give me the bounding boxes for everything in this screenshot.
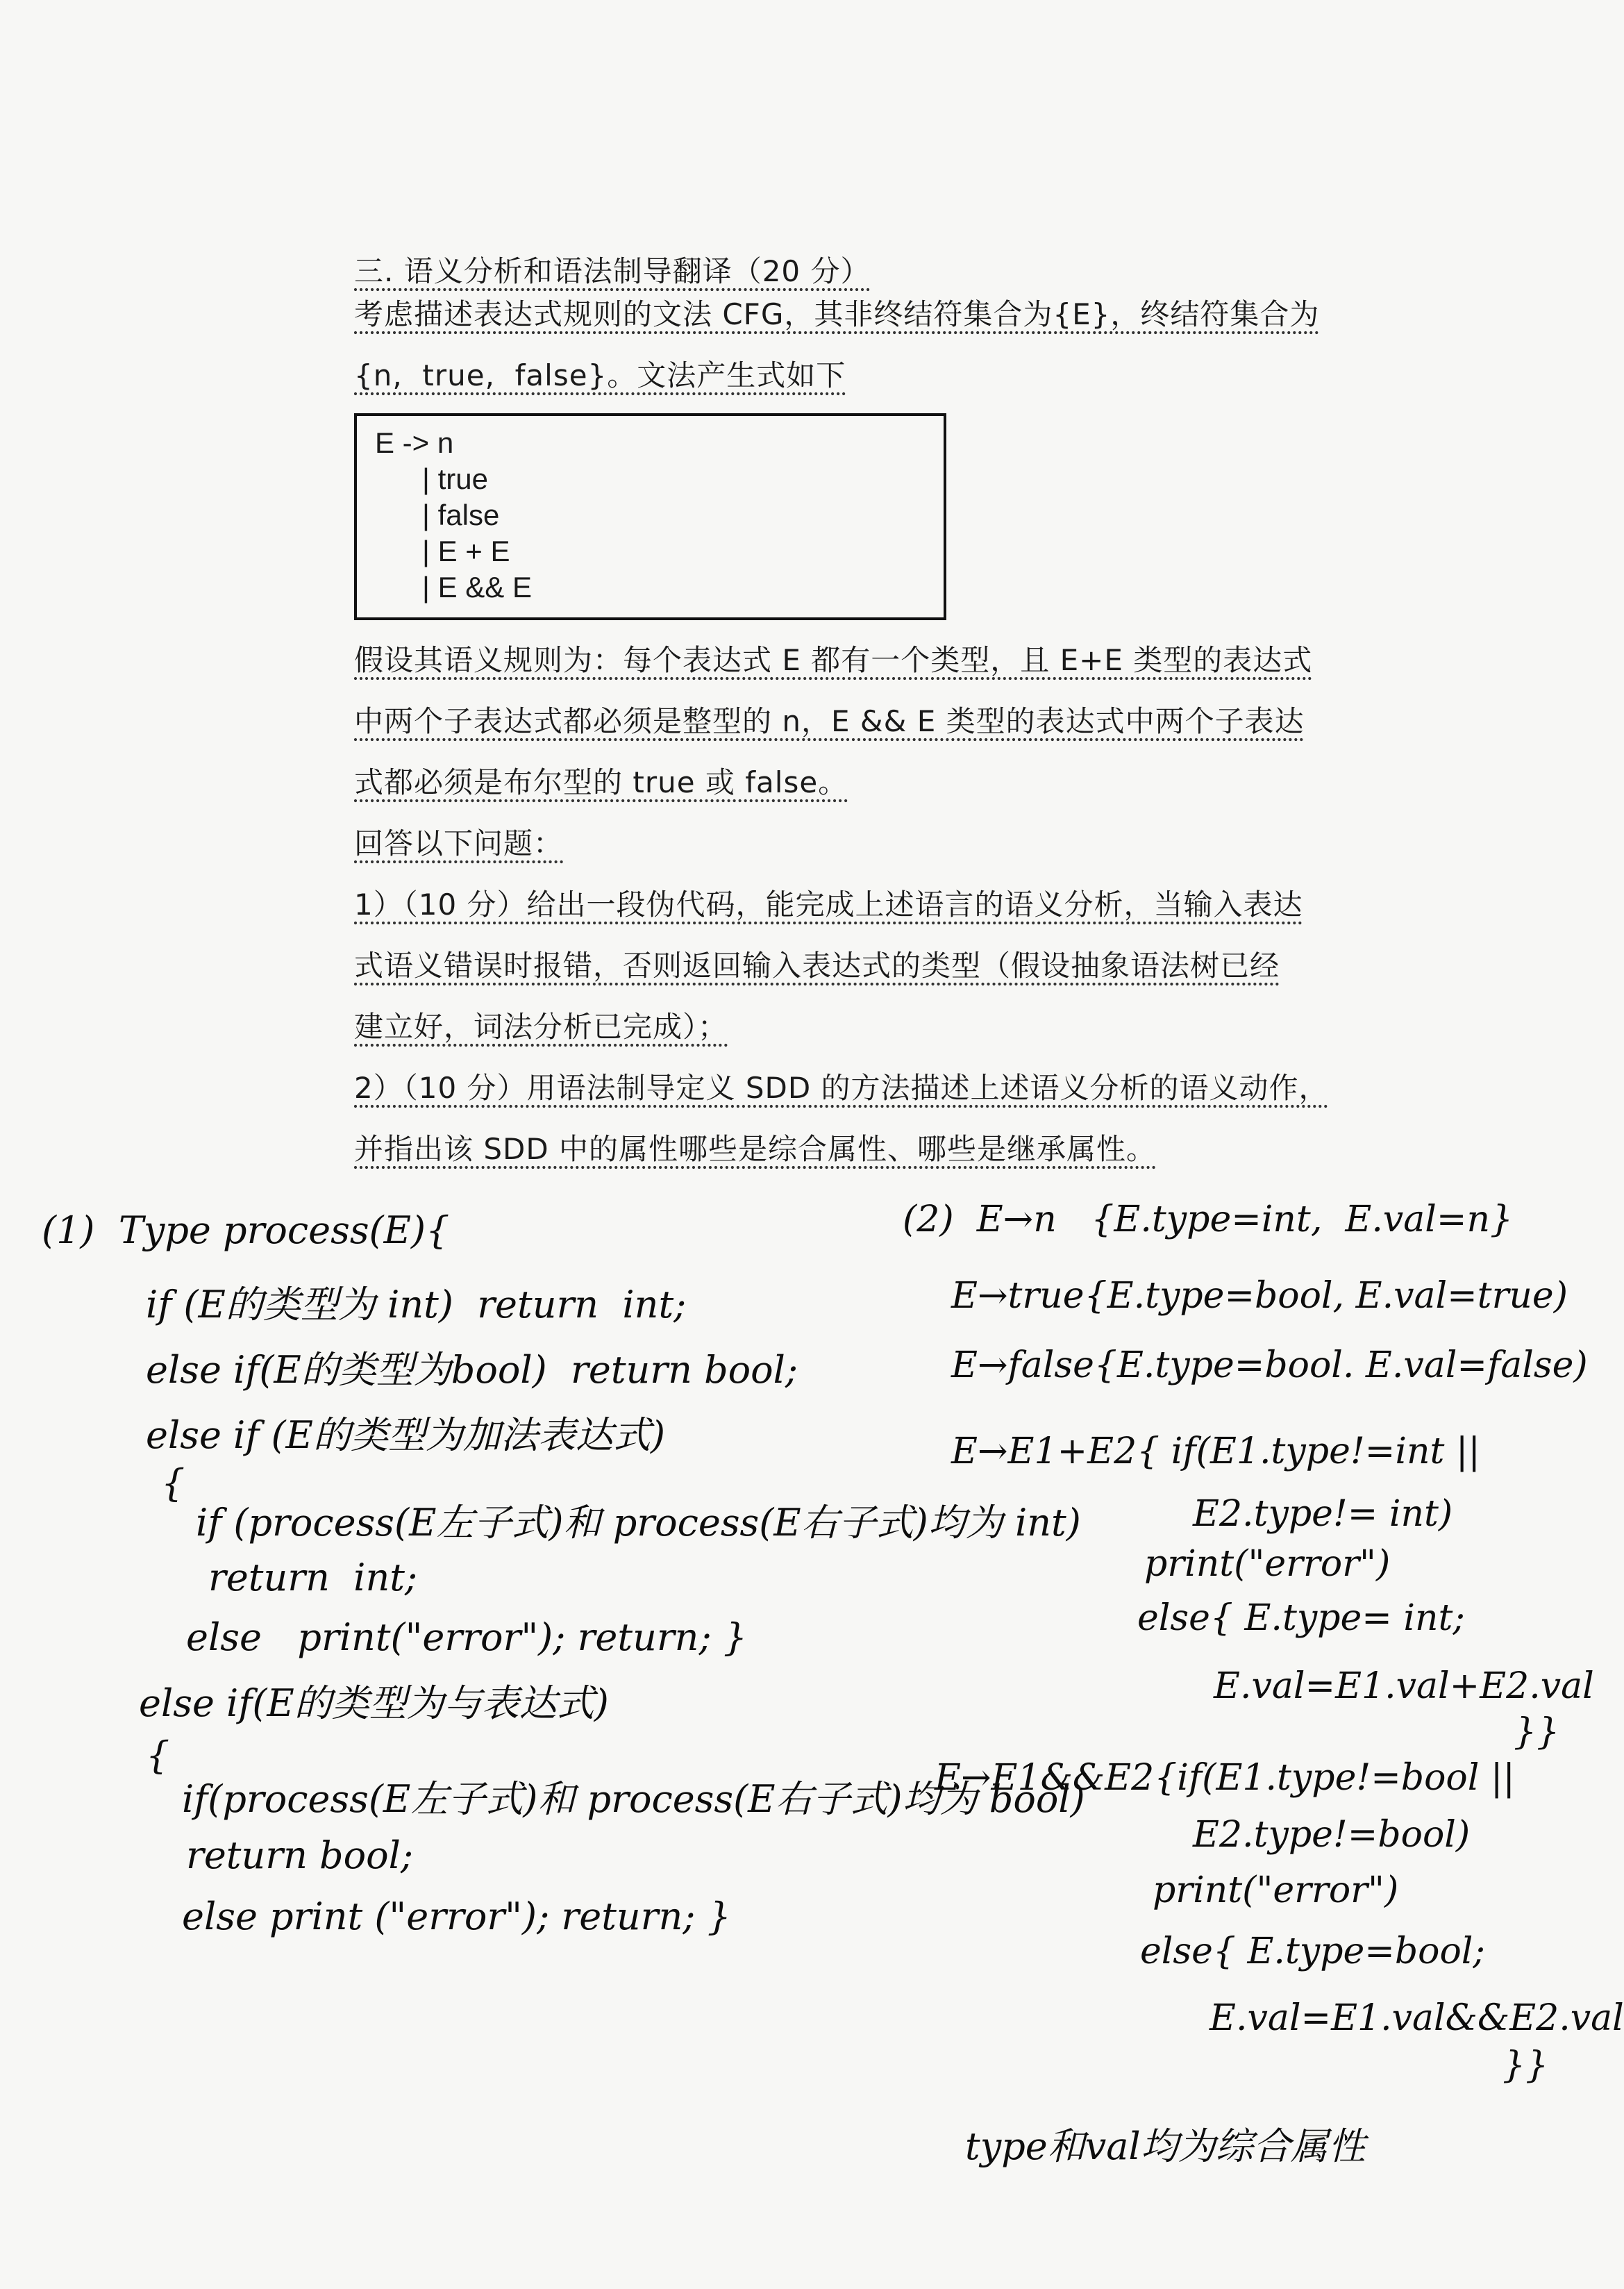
answer-2-line-3: E→false{E.type=bool. E.val=false) <box>951 1345 1588 1386</box>
rule-line-1: 假设其语义规则为：每个表达式 E 都有一个类型，且 E+E 类型的表达式 <box>354 643 1313 677</box>
answer-2-line-10: E→E1&&E2{if(E1.type!=bool || <box>935 1757 1515 1799</box>
intro-line-2: {n, true, false}。文法产生式如下 <box>354 358 846 392</box>
rule-line-3: 式都必须是布尔型的 true 或 false。 <box>354 765 848 799</box>
question-2-line-1: 2）（10 分）用语法制导定义 SDD 的方法描述上述语义分析的语义动作， <box>354 1071 1329 1105</box>
answer-2-line-9: }} <box>1514 1711 1560 1753</box>
answer-2-line-13: else{ E.type=bool; <box>1140 1931 1485 1972</box>
answer-2-line-1: (2) E→n {E.type=int, E.val=n} <box>903 1199 1514 1240</box>
answer-1-line-1: (1) Type process(E){ <box>42 1208 450 1252</box>
answer-1-line-13: else print ("error"); return; } <box>182 1895 731 1938</box>
answer-2-line-4: E→E1+E2{ if(E1.type!=int || <box>951 1431 1480 1472</box>
answer-1-line-10: { <box>146 1733 170 1777</box>
question-2-line-2: 并指出该 SDD 中的属性哪些是综合属性、哪些是继承属性。 <box>354 1132 1157 1166</box>
answer-1-line-5: { <box>161 1461 185 1505</box>
section-title: 三. 语义分析和语法制导翻译（20 分） <box>354 254 871 288</box>
grammar-line-4: | E + E <box>422 535 510 567</box>
answer-1-line-2: if (E的类型为 int) return int; <box>146 1283 687 1326</box>
attribute-conclusion: type和val均为综合属性 <box>965 2124 1366 2168</box>
answer-prompt: 回答以下问题： <box>354 826 564 860</box>
question-1-line-1: 1）（10 分）给出一段伪代码，能完成上述语言的语义分析，当输入表达 <box>354 888 1303 922</box>
answer-1-line-6: if (process(E左子式)和 process(E右子式)均为 int) <box>196 1501 1081 1545</box>
question-1-line-3: 建立好，词法分析已完成）； <box>354 1010 728 1044</box>
answer-2-line-5: E2.type!= int) <box>1193 1493 1453 1535</box>
answer-2-line-15: }} <box>1502 2045 1549 2086</box>
answer-1-line-11: if(process(E左子式)和 process(E右子式)均为 bool) <box>182 1777 1085 1821</box>
answer-2-line-8: E.val=E1.val+E2.val <box>1214 1665 1594 1707</box>
grammar-line-2: | true <box>422 463 488 495</box>
answer-1-line-3: else if(E的类型为bool) return bool; <box>146 1348 798 1392</box>
grammar-line-1: E -> n <box>375 426 454 459</box>
rule-line-2: 中两个子表达式都必须是整型的 n，E && E 类型的表达式中两个子表达 <box>354 704 1305 738</box>
question-1-line-2: 式语义错误时报错，否则返回输入表达式的类型（假设抽象语法树已经 <box>354 949 1280 983</box>
answer-2-line-6: print("error") <box>1144 1543 1391 1585</box>
intro-line-1: 考虑描述表达式规则的文法 CFG，其非终结符集合为{E}，终结符集合为 <box>354 297 1320 331</box>
answer-2-line-2: E→true{E.type=bool, E.val=true) <box>951 1275 1568 1317</box>
answer-1-line-9: else if(E的类型为与表达式) <box>139 1681 609 1725</box>
answer-2-line-14: E.val=E1.val&&E2.val <box>1209 1997 1624 2039</box>
answer-1-line-12: return bool; <box>186 1833 414 1877</box>
answer-2-line-7: else{ E.type= int; <box>1137 1597 1465 1639</box>
answer-1-line-4: else if (E的类型为加法表达式) <box>146 1413 666 1457</box>
answer-2-line-11: E2.type!=bool) <box>1193 1814 1471 1856</box>
answer-1-line-7: return int; <box>208 1556 418 1599</box>
grammar-line-3: | false <box>422 499 500 531</box>
grammar-line-5: | E && E <box>422 571 532 604</box>
answer-2-line-12: print("error") <box>1153 1870 1399 1911</box>
answer-1-line-8: else print("error"); return; } <box>186 1615 748 1659</box>
